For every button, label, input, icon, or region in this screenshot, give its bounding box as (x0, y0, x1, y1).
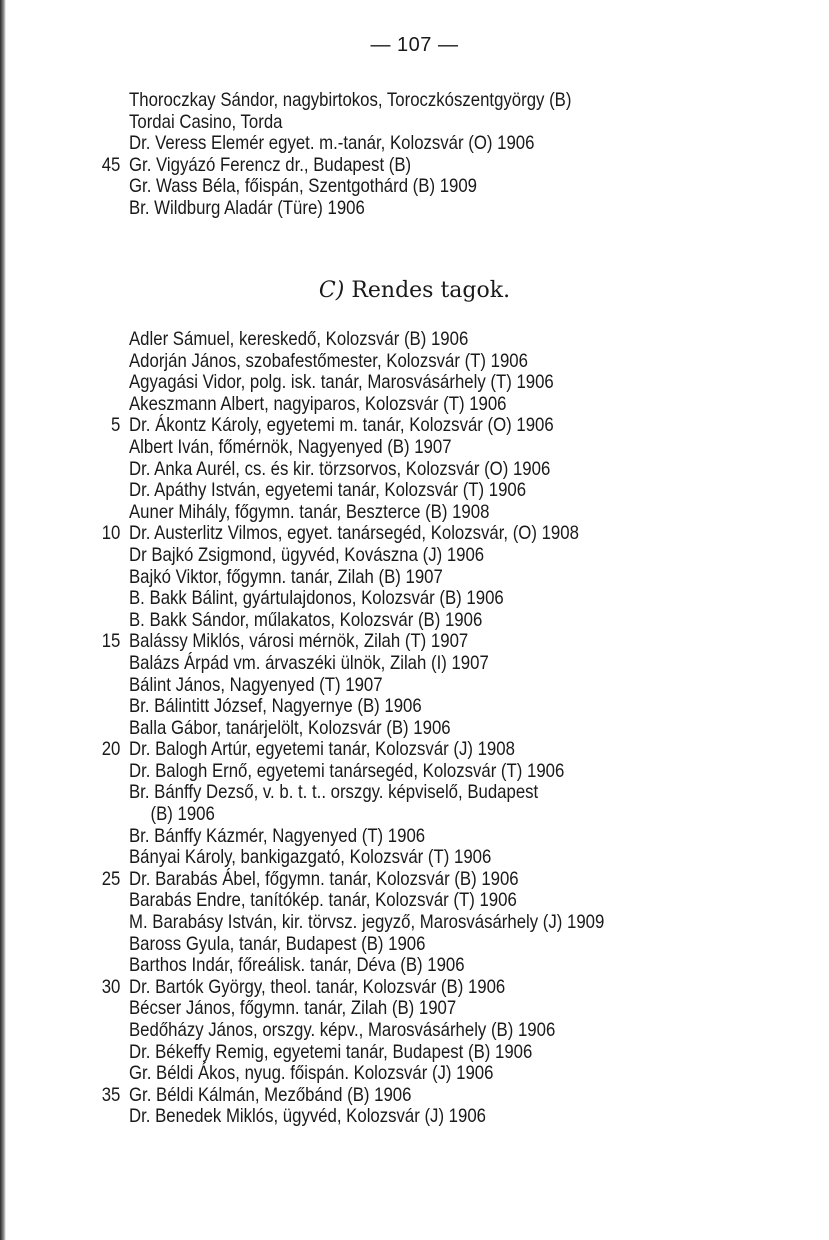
list-item (0, 351, 713, 373)
member-entry-text: Adler Sámuel, kereskedő, Kolozsvár (B) 1906 (129, 328, 469, 350)
line-number: 35 (101, 1083, 121, 1106)
list-item (0, 631, 713, 653)
list-item (0, 912, 713, 934)
member-entry-text: B. Bakk Bálint, gyártulajdonos, Kolozsvár (B) 1906 (129, 587, 504, 610)
member-entry-text: Auner Mihály, főgymn. tanár, Beszterce (B) 1908 (129, 500, 490, 523)
list-item (0, 545, 713, 567)
list-item (0, 804, 713, 826)
list-item (0, 588, 713, 610)
list-item (0, 718, 713, 740)
list-item (0, 372, 713, 394)
member-entry-text: Tordai Casino, Torda (129, 110, 283, 133)
list-item (0, 415, 713, 437)
list-item (0, 502, 713, 524)
list-item (0, 934, 713, 956)
list-item (0, 198, 713, 220)
list-item (0, 890, 713, 912)
section-letter: C) (318, 278, 345, 303)
member-entry-text: Gr. Béldi Kálmán, Mezőbánd (B) 1906 (129, 1083, 412, 1106)
member-entry-text: Akeszmann Albert, nagyiparos, Kolozsvár (T) 1906 (129, 392, 507, 415)
list-item (0, 112, 713, 134)
member-entry-text: Bedőházy János, orszgy. képv., Marosvásárhely (B) 1906 (129, 1019, 556, 1041)
member-entry-text: Adorján János, szobafestőmester, Kolozsvár (T) 1906 (129, 349, 528, 372)
section-title: Rendes tagok. (351, 278, 511, 303)
member-list-rendes-tagok (0, 329, 829, 1128)
member-entry-text: Balázs Árpád vm. árvaszéki ülnök, Zilah (I) 1907 (129, 651, 489, 674)
member-entry-text: Dr. Balogh Artúr, egyetemi tanár, Kolozsvár (J) 1908 (129, 738, 515, 761)
line-number: 25 (101, 867, 121, 890)
list-item (0, 1063, 713, 1085)
member-entry-text: Dr. Anka Aurél, cs. és kir. törzsorvos, Kolozsvár (O) 1906 (129, 457, 551, 480)
list-item (0, 523, 713, 545)
line-number: 5 (111, 414, 121, 437)
member-entry-text: Dr. Bartók György, theol. tanár, Kolozsvár (B) 1906 (129, 975, 506, 998)
list-item (0, 155, 713, 177)
line-number: 15 (101, 630, 121, 653)
member-entry-text: Bálint János, Nagyenyed (T) 1907 (129, 673, 383, 696)
list-item (0, 1085, 713, 1107)
member-entry-text: Dr. Veress Elemér egyet. m.-tanár, Kolozsvár (O) 1906 (129, 132, 535, 155)
list-item (0, 567, 713, 589)
member-list-previous-section (0, 90, 829, 220)
line-number: 20 (101, 738, 121, 761)
list-item (0, 394, 713, 416)
member-entry-text: Dr. Balogh Ernő, egyetemi tanársegéd, Kolozsvár (T) 1906 (129, 759, 565, 782)
section-heading (0, 278, 829, 303)
list-item (0, 955, 713, 977)
list-item (0, 675, 713, 697)
list-item (0, 133, 713, 155)
list-item (0, 610, 713, 632)
member-entry-text: Agyagási Vidor, polg. isk. tanár, Marosvásárhely (T) 1906 (129, 371, 554, 394)
list-item (0, 977, 713, 999)
member-entry-text: Bécser János, főgymn. tanár, Zilah (B) 1907 (129, 997, 457, 1020)
list-item (0, 869, 713, 891)
member-entry-text: Baross Gyula, tanár, Budapest (B) 1906 (129, 932, 426, 955)
member-entry-text: Barthos Indár, főreálisk. tanár, Déva (B) 1906 (129, 954, 465, 977)
list-item (0, 1042, 713, 1064)
list-item (0, 782, 713, 804)
member-entry-text: Br. Wildburg Aladár (Türe) 1906 (129, 196, 365, 219)
line-number: 30 (101, 975, 121, 998)
list-item (0, 90, 713, 112)
member-entry-text: Br. Bánffy Kázmér, Nagyenyed (T) 1906 (129, 824, 426, 847)
member-entry-text: Gr. Wass Béla, főispán, Szentgothárd (B) 1909 (129, 175, 478, 198)
list-item (0, 329, 713, 351)
list-item (0, 1020, 713, 1042)
member-entry-text: Balla Gábor, tanárjelölt, Kolozsvár (B) 1906 (129, 716, 451, 739)
member-entry-text: Dr. Barabás Ábel, főgymn. tanár, Kolozsvár (B) 1906 (129, 867, 519, 890)
list-item (0, 480, 713, 502)
member-entry-text: Br. Bálintitt József, Nagyernye (B) 1906 (129, 695, 422, 718)
list-item (0, 998, 713, 1020)
list-item (0, 653, 713, 675)
member-entry-text: Dr. Austerlitz Vilmos, egyet. tanársegéd, Kolozsvár, (O) 1908 (129, 522, 579, 545)
member-entry-text: B. Bakk Sándor, műlakatos, Kolozsvár (B) 1906 (129, 608, 483, 631)
member-entry-text: Dr Bajkó Zsigmond, ügyvéd, Kovászna (J) 1906 (129, 543, 485, 566)
member-entry-text: Albert Iván, főmérnök, Nagyenyed (B) 1907 (129, 435, 452, 458)
member-entry-text: Dr. Apáthy István, egyetemi tanár, Kolozsvár (T) 1906 (129, 479, 527, 502)
member-entry-text: Bányai Károly, bankigazgató, Kolozsvár (T) 1906 (129, 846, 492, 869)
member-entry-text: Dr. Békeffy Remig, egyetemi tanár, Budapest (B) 1906 (129, 1040, 533, 1063)
list-item (0, 761, 713, 783)
member-entry-text: Dr. Ákontz Károly, egyetemi m. tanár, Kolozsvár (O) 1906 (129, 414, 554, 437)
list-item (0, 437, 713, 459)
member-entry-text: Br. Bánffy Dezső, v. b. t. t.. orszgy. képviselő, Budapest (129, 781, 539, 804)
member-entry-text: Gr. Vigyázó Ferencz dr., Budapest (B) (129, 153, 412, 176)
list-item (0, 847, 713, 869)
member-entry-text: Balássy Miklós, városi mérnök, Zilah (T) 1907 (129, 630, 469, 653)
member-entry-text: Bajkó Viktor, főgymn. tanár, Zilah (B) 1907 (129, 565, 443, 588)
page-number: — 107 — (370, 34, 459, 56)
list-item (0, 739, 713, 761)
list-item (0, 1106, 713, 1128)
list-item (0, 826, 713, 848)
member-entry-text: Dr. Benedek Miklós, ügyvéd, Kolozsvár (J) 1906 (129, 1105, 486, 1128)
member-entry-text: Barabás Endre, tanítókép. tanár, Kolozsvár (T) 1906 (129, 889, 517, 912)
member-entry-text: M. Barabásy István, kir. törvsz. jegyző, Marosvásárhely (J) 1909 (129, 911, 605, 934)
member-entry-text: Gr. Béldi Ákos, nyug. főispán. Kolozsvár (J) 1906 (129, 1062, 494, 1085)
member-entry-text: Thoroczkay Sándor, nagybirtokos, Toroczkószentgyörgy (B) (129, 89, 572, 111)
line-number: 45 (101, 153, 121, 176)
member-entry-text: (B) 1906 (150, 803, 215, 826)
line-number: 10 (101, 522, 121, 545)
list-item (0, 459, 713, 481)
list-item (0, 696, 713, 718)
list-item (0, 176, 713, 198)
